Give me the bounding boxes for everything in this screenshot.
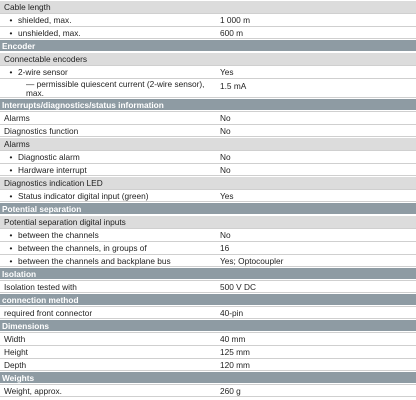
spec-row-width (0, 332, 416, 345)
spec-label (0, 308, 216, 318)
spec-label-text: 2-wire sensor (18, 67, 68, 77)
group-header-connectable-encoders (0, 52, 416, 65)
bullet-icon: • (9, 15, 13, 25)
spec-label (0, 79, 216, 98)
spec-value: 1.5 mA (220, 81, 247, 91)
spec-label-text: shielded, max. (18, 15, 72, 25)
spec-label (0, 243, 216, 253)
spec-value: 125 mm (220, 347, 250, 357)
section-title: Potential separation (2, 203, 82, 214)
spec-value: 260 g (220, 385, 241, 396)
spec-label-text: — permissible quiescent current (2-wire sensor), max. (26, 79, 205, 98)
spec-value: 1 000 m (220, 15, 250, 25)
section-header-isolation (0, 267, 416, 280)
spec-value: No (220, 230, 231, 240)
spec-label-text: Weight, approx. (4, 385, 62, 396)
spec-value: 500 V DC (220, 281, 256, 292)
section-header-weights (0, 371, 416, 384)
spec-row-alarms (0, 111, 416, 124)
spec-value: 16 (220, 243, 230, 253)
section-header-potential-separation (0, 202, 416, 215)
group-title: Potential separation digital inputs (4, 217, 126, 227)
section-title: Weights (2, 372, 35, 383)
spec-value: Yes (220, 190, 234, 201)
bullet-icon: • (9, 152, 13, 162)
bullet-icon: • (9, 230, 13, 240)
spec-row-between-the-channels (0, 228, 416, 241)
spec-row-shielded-max (0, 13, 416, 26)
spec-label (0, 360, 216, 370)
spec-label-text: Diagnostics function (4, 125, 79, 136)
section-title: Interrupts/diagnostics/status information (2, 99, 164, 110)
spec-value: No (220, 113, 231, 123)
section-title: Isolation (2, 268, 37, 279)
spec-row-diagnostic-alarm (0, 150, 416, 163)
spec-label-text: Status indicator digital input (green) (18, 190, 149, 201)
spec-value: 40-pin (220, 307, 244, 318)
group-title: Diagnostics indication LED (4, 178, 103, 188)
section-title: connection method (2, 294, 79, 305)
spec-label-text: required front connector (4, 307, 93, 318)
spec-value: No (220, 152, 231, 162)
section-header-dimensions (0, 319, 416, 332)
spec-label-text: Hardware interrupt (18, 164, 87, 175)
spec-label-text: unshielded, max. (18, 27, 81, 38)
spec-label-text: Height (4, 347, 28, 357)
spec-label (0, 113, 216, 123)
spec-value: No (220, 125, 231, 136)
group-header-alarms (0, 137, 416, 150)
group-title: Cable length (4, 2, 51, 12)
spec-label (0, 334, 216, 344)
spec-label (0, 165, 216, 175)
spec-label-text: between the channels, in groups of (18, 243, 147, 253)
spec-row-diagnostics-function (0, 124, 416, 137)
group-title: Alarms (4, 139, 30, 149)
spec-label (0, 230, 216, 240)
spec-value: 120 mm (220, 359, 250, 370)
spec-label-text: Width (4, 334, 26, 344)
spec-label (0, 152, 216, 162)
spec-row-hardware-interrupt (0, 163, 416, 176)
spec-value: 40 mm (220, 334, 246, 344)
bullet-icon: • (9, 255, 13, 266)
spec-label-text: Diagnostic alarm (18, 152, 80, 162)
section-title: Encoder (2, 40, 36, 51)
bullet-icon: • (9, 27, 13, 38)
group-header-diagnostics-indication-led (0, 176, 416, 189)
spec-row-permissible-quiescent-current-2-wire-sen (0, 78, 416, 98)
spec-value: Yes (220, 67, 234, 77)
bullet-icon: • (9, 190, 13, 201)
section-header-connection-method (0, 293, 416, 306)
spec-row-weight-approx (0, 384, 416, 397)
spec-row-isolation-tested-with (0, 280, 416, 293)
group-header-potential-separation-digital-inputs (0, 215, 416, 228)
spec-label-text: Depth (4, 359, 27, 370)
spec-label (0, 191, 216, 201)
spec-row-required-front-connector (0, 306, 416, 319)
spec-label (0, 256, 216, 266)
bullet-icon: • (9, 243, 13, 253)
section-header-encoder (0, 39, 416, 52)
spec-row-height (0, 345, 416, 358)
spec-row-2-wire-sensor (0, 65, 416, 78)
spec-label (0, 15, 216, 25)
spec-label (0, 282, 216, 292)
group-header-cable-length (0, 0, 416, 13)
spec-row-between-the-channels-in-groups-of (0, 241, 416, 254)
spec-row-unshielded-max (0, 26, 416, 39)
spec-label-text: Alarms (4, 113, 30, 123)
spec-label (0, 126, 216, 136)
spec-row-between-the-channels-and-backplane-bus (0, 254, 416, 267)
bullet-icon: • (9, 164, 13, 175)
spec-value: Yes; Optocoupler (220, 255, 284, 266)
spec-label-text: between the channels and backplane bus (18, 255, 171, 266)
bullet-icon: • (9, 67, 13, 77)
spec-value: No (220, 164, 231, 175)
spec-row-status-indicator-digital-input-green (0, 189, 416, 202)
spec-label (0, 67, 216, 77)
section-title: Dimensions (2, 320, 50, 331)
spec-label (0, 28, 216, 38)
group-title: Connectable encoders (4, 54, 88, 64)
spec-row-depth (0, 358, 416, 371)
spec-label-text: Isolation tested with (4, 281, 77, 292)
spec-label-text: between the channels (18, 230, 99, 240)
spec-label (0, 386, 216, 396)
spec-value: 600 m (220, 27, 244, 38)
section-header-interrupts-diagnostics-status-informatio (0, 98, 416, 111)
spec-label (0, 347, 216, 357)
